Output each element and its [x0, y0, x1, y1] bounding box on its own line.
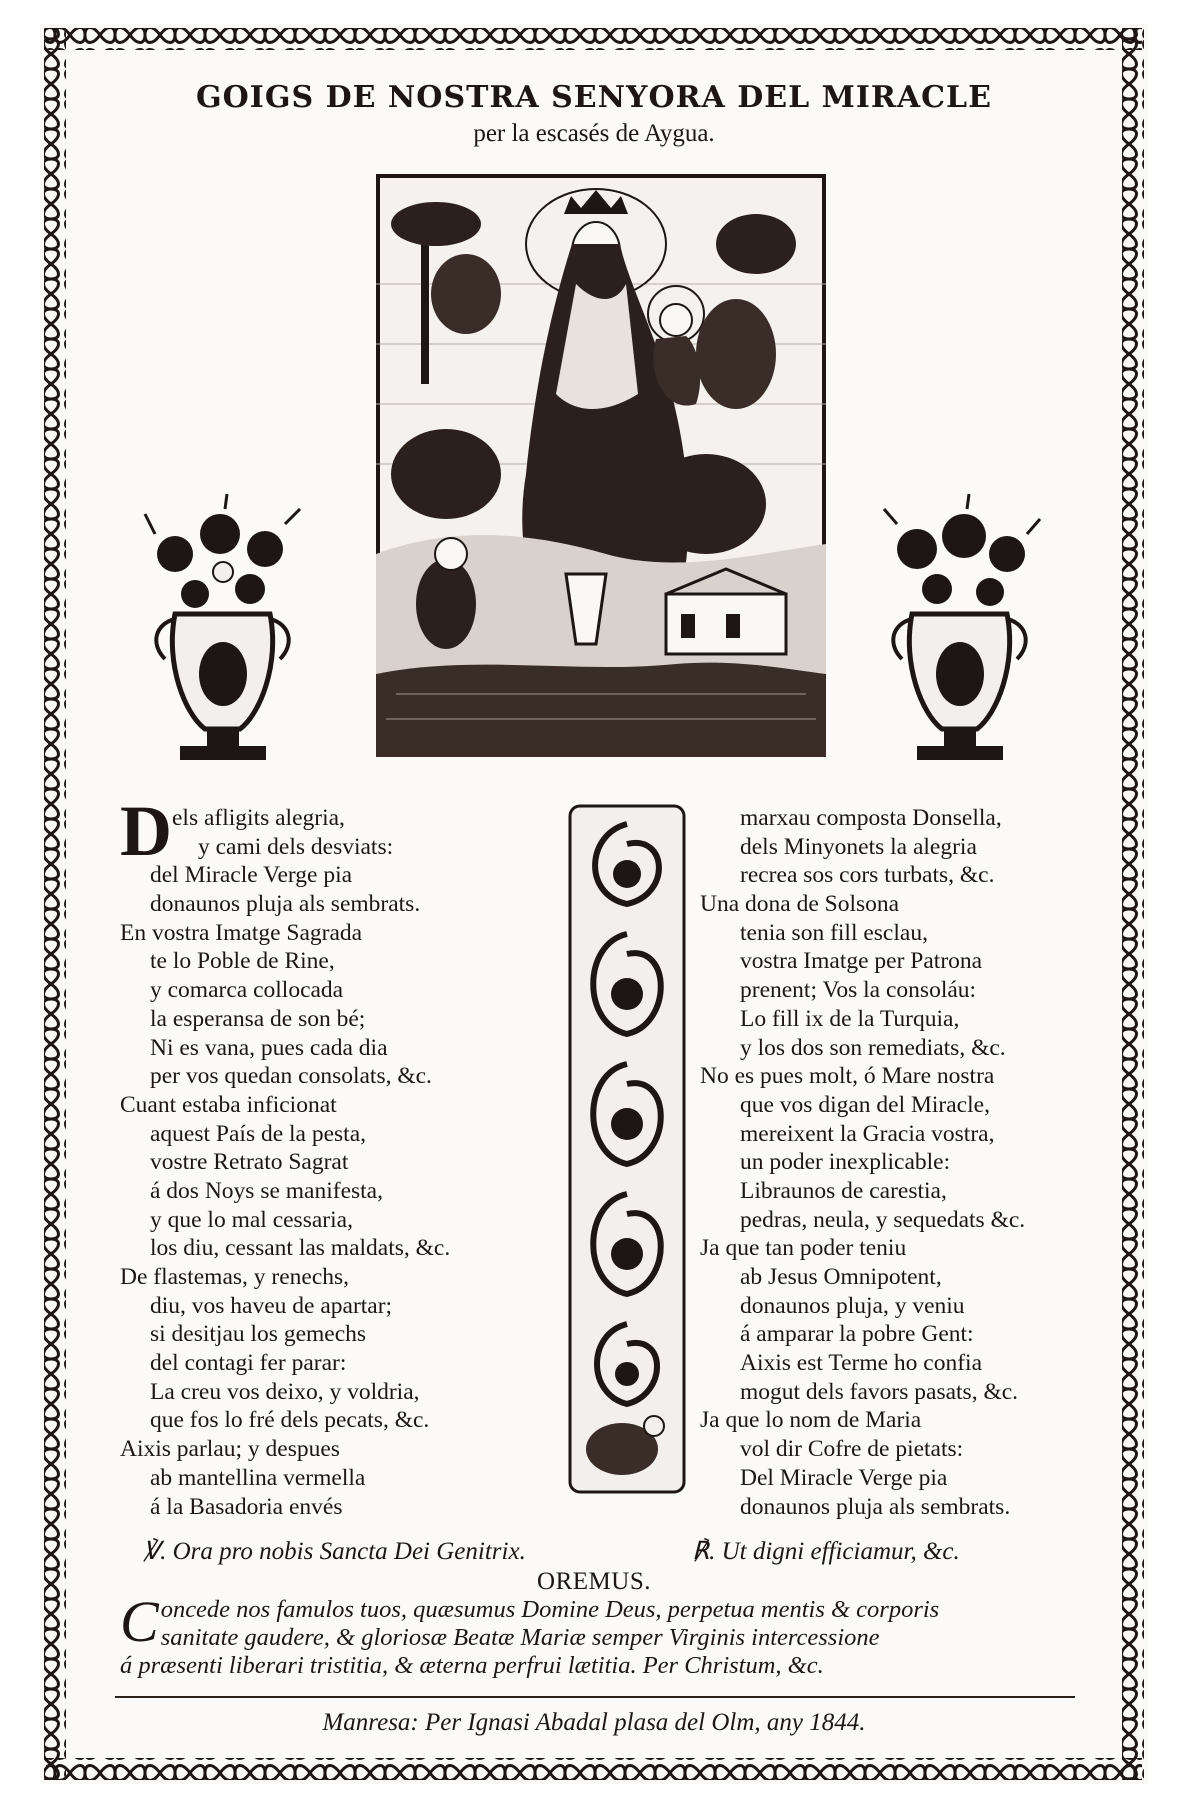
verse-line: un poder inexplicable: — [740, 1149, 951, 1176]
verse-line: diu, vos haveu de apartar; — [150, 1292, 393, 1319]
right-verse-column — [700, 804, 1140, 1521]
verse-line: vostra Imatge per Patrona — [740, 948, 983, 975]
verse-line: te lo Poble de Rine, — [150, 948, 335, 975]
verse-line: á amparar la pobre Gent: — [740, 1321, 974, 1348]
verse-line: que vos digan del Miracle, — [740, 1091, 990, 1118]
versicle: ℣. Ora pro nobis Sancta Dei Genitrix. — [143, 1538, 526, 1565]
verse-line: á dos Noys se manifesta, — [150, 1177, 383, 1204]
page-title: GOIGS DE NOSTRA SENYORA DEL MIRACLE — [196, 80, 992, 115]
drop-cap: D — [120, 791, 172, 871]
verse-line: Una dona de Solsona — [700, 891, 900, 918]
verse-line: ab Jesus Omnipotent, — [740, 1264, 942, 1290]
page-subtitle: per la escasés de Aygua. — [473, 120, 715, 147]
verse-line: si desitjau los gemechs — [150, 1321, 367, 1348]
verse-line: aquest País de la pesta, — [150, 1120, 367, 1147]
verse-line: La creu vos deixo, y voldria, — [150, 1378, 420, 1405]
verse-line: del Miracle Verge pia — [150, 862, 353, 889]
verse-line: pedras, neula, y sequedats &c. — [740, 1206, 1026, 1233]
virgin-and-child-woodcut — [376, 174, 826, 757]
verse-line: Aixis est Terme ho confia — [740, 1350, 982, 1377]
verse-line: recrea sos cors turbats, &c. — [740, 862, 995, 889]
border-bottom — [46, 1758, 1142, 1780]
prayer-line: sanitate gaudere, & gloriosæ Beatæ Mariæ semper Virginis intercessione — [160, 1624, 880, 1651]
prayer-line: á præsenti liberari tristitia, & æterna perfrui lætitia. Per Christum, &c. — [120, 1652, 824, 1679]
verse-line: á la Basadoria envés — [150, 1493, 343, 1520]
border-left — [44, 28, 66, 1780]
verse-line: que fos lo fré dels pecats, &c. — [150, 1407, 430, 1434]
flower-vase-right — [872, 494, 1047, 774]
verse-line: tenia son fill esclau, — [740, 919, 928, 946]
verse-line: Del Miracle Verge pia — [740, 1464, 948, 1491]
verse-line: els afligits alegria, — [172, 805, 345, 831]
verse-line: Ni es vana, pues cada dia — [150, 1034, 388, 1061]
verse-line: vostre Retrato Sagrat — [150, 1149, 349, 1176]
verse-line: donaunos pluja, y veniu — [740, 1292, 965, 1319]
verse-line: los diu, cessant las maldats, &c. — [150, 1235, 451, 1262]
verse-line: Libraunos de carestia, — [740, 1177, 947, 1204]
verse-line: Aixis parlau; y despues — [120, 1436, 340, 1463]
verse-line: marxau composta Donsella, — [740, 805, 1002, 831]
verse-line: De flastemas, y renechs, — [120, 1264, 350, 1290]
verse-line: vol dir Cofre de pietats: — [740, 1436, 964, 1463]
verse-line: prenent; Vos la consoláu: — [740, 977, 977, 1004]
verse-line: Cuant estaba inficionat — [120, 1091, 337, 1118]
verse-line: y cami dels desviats: — [198, 833, 394, 860]
verse-line: donaunos pluja als sembrats. — [740, 1493, 1011, 1520]
verse-line: donaunos pluja als sembrats. — [150, 891, 421, 918]
verse-line: y los dos son remediats, &c. — [740, 1034, 1006, 1061]
border-top — [46, 28, 1142, 50]
verse-line: y comarca collocada — [150, 977, 344, 1004]
left-verse-column — [120, 804, 560, 1521]
oremus-heading: OREMUS. — [537, 1568, 651, 1595]
verse-line: En vostra Imatge Sagrada — [120, 919, 363, 946]
verse-line: Lo fill ix de la Turquia, — [740, 1005, 960, 1032]
flower-vase-left — [135, 494, 310, 774]
verse-line: del contagi fer parar: — [150, 1350, 347, 1377]
verse-line: No es pues molt, ó Mare nostra — [700, 1063, 995, 1090]
verse-line: Ja que tan poder teniu — [700, 1235, 907, 1262]
verse-line: mereixent la Gracia vostra, — [740, 1120, 995, 1147]
prayer-text — [120, 1589, 1120, 1680]
verse-line: la esperansa de son bé; — [150, 1005, 366, 1032]
verse-line: ab mantellina vermella — [150, 1464, 366, 1491]
verse-line: dels Minyonets la alegria — [740, 833, 977, 860]
ornamental-scroll-column — [562, 804, 692, 1494]
divider-rule — [115, 1696, 1075, 1698]
prayer-drop-cap: C — [120, 1589, 159, 1654]
response: ℟. Ut digni efficiamur, &c. — [692, 1538, 960, 1565]
verse-line: y que lo mal cessaria, — [150, 1206, 353, 1233]
printer-imprint: Manresa: Per Ignasi Abadal plasa del Olm, any 1844. — [322, 1709, 866, 1736]
verse-line: Ja que lo nom de Maria — [700, 1407, 922, 1434]
goigs-sheet — [40, 24, 1148, 1784]
verse-line: mogut dels favors pasats, &c. — [740, 1378, 1019, 1405]
prayer-line: oncede nos famulos tuos, quæsumus Domine Deus, perpetua mentis & corporis — [160, 1596, 940, 1623]
verse-line: per vos quedan consolats, &c. — [150, 1063, 432, 1090]
